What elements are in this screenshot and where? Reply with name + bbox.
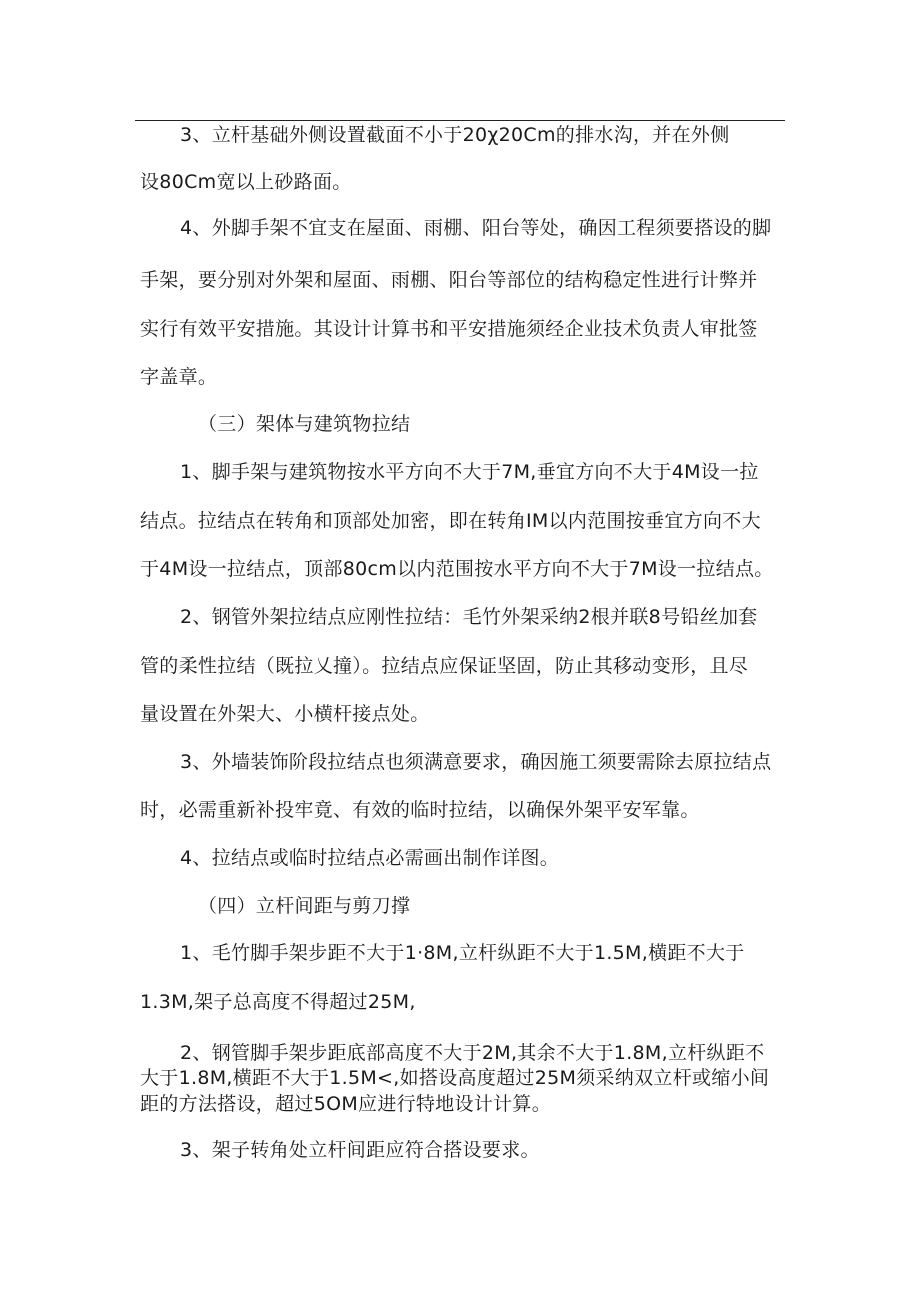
section-heading: （四）立杆间距与剪刀撑: [198, 895, 411, 917]
text-line: 管的柔性拉结（既拉乂撞）。拉结点应保证坚固，防止其移动变形，且尽: [140, 655, 749, 677]
text-line: 时，必需重新补投牢竟、有效的临时拉结，以确保外架平安军靠。: [140, 799, 700, 821]
text-line: 1、脚手架与建筑物按水平方向不大于7M,垂宜方向不大于4M设一拉: [180, 461, 759, 483]
text-line: 3、立杆基础外侧设置截面不小于20χ20Cm的排水沟，并在外侧: [180, 124, 730, 146]
text-line: 手架，要分别对外架和屋面、雨棚、阳台等部位的结构稳定性进行计弊并: [140, 269, 758, 291]
text-line: 4、外脚手架不宜支在屋面、雨棚、阳台等处，确因工程须要搭设的脚: [180, 217, 772, 239]
text-line: 距的方法搭设，超过5OM应进行特地设计计算。: [140, 1093, 552, 1115]
text-line: 3、外墙装饰阶段拉结点也须满意要求，确因施工须要需除去原拉结点: [180, 751, 772, 773]
text-line: 设80Cm宽以上砂路面。: [140, 171, 352, 193]
text-line: 1.3M,架子总高度不得超过25M,: [140, 991, 416, 1013]
text-line: 实行有效平安措施。其设计计算书和平安措施须经企业技术负责人审批签: [140, 318, 758, 340]
text-line: 3、架子转角处立杆间距应符合搭设要求。: [180, 1139, 540, 1161]
text-line: 于4M设一拉结点，顶部80cm以内范围按水平方向不大于7M设一拉结点。: [140, 558, 774, 580]
text-line: 1、毛竹脚手架步距不大于1·8M,立杆纵距不大于1.5M,横距不大于: [180, 942, 745, 964]
text-line: 量设置在外架大、小横杆接点处。: [140, 703, 430, 725]
header-rule: [135, 120, 785, 121]
text-line: 字盖章。: [140, 366, 218, 388]
text-line: 大于1.8M,横距不大于1.5M<,如搭设高度超过25M须采纳双立杆或缩小间: [140, 1067, 770, 1089]
text-line: 4、拉结点或临时拉结点必需画出制作详图。: [180, 847, 560, 869]
text-line: 2、钢管外架拉结点应刚性拉结：毛竹外架采纳2根并联8号铅丝加套: [180, 606, 758, 628]
section-heading: （三）架体与建筑物拉结: [198, 413, 411, 435]
text-line: 2、钢管脚手架步距底部高度不大于2M,其余不大于1.8M,立杆纵距不: [180, 1042, 765, 1064]
text-line: 结点。拉结点在转角和顶部处加密，即在转角IM以内范围按垂宜方向不大: [140, 510, 761, 532]
